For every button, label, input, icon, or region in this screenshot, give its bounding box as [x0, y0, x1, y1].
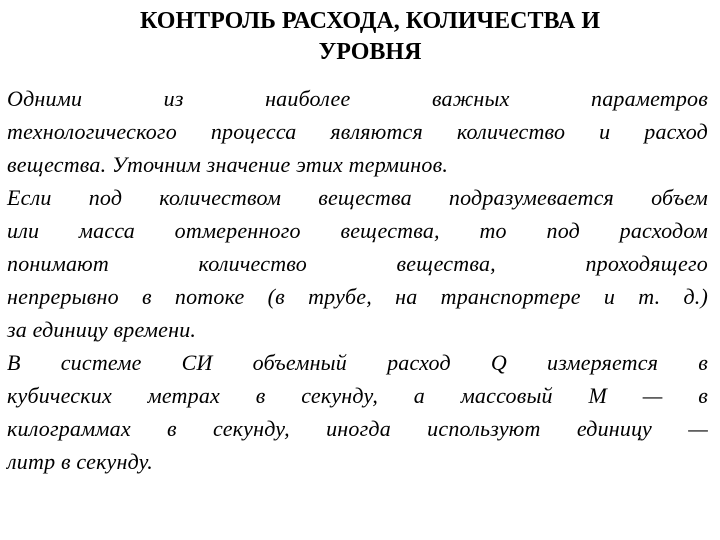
text-line: килограммах в секунду, иногда используют единицу — [7, 416, 708, 441]
slide-title [60, 6, 680, 68]
text-line: или масса отмеренного вещества, то под расходом [7, 218, 708, 243]
text-line: технологического процесса являются количество и расход [7, 119, 708, 144]
text-line: непрерывно в потоке (в трубе, на транспортере и т. д.) [7, 284, 708, 309]
text-line: кубических метрах в секунду, а массовый М — в [7, 383, 708, 408]
slide-body [7, 82, 708, 478]
text-line: Если под количеством вещества подразумевается объем [7, 185, 708, 210]
paragraph-quantity-vs-flow [7, 181, 708, 346]
text-line: вещества. Уточним значение этих терминов. [7, 152, 449, 177]
text-line: понимают количество вещества, проходящего [7, 251, 708, 276]
text-line: Одними из наиболее важных параметров [7, 86, 708, 111]
slide-title-line-1: КОНТРОЛЬ РАСХОДА, КОЛИЧЕСТВА И [139, 8, 601, 34]
paragraph-definitions-intro [7, 82, 708, 181]
slide-title-line-2: УРОВНЯ [318, 39, 422, 65]
paragraph-si-units [7, 346, 708, 478]
text-line: за единицу времени. [7, 317, 197, 342]
text-line: В системе СИ объемный расход Q измеряется в [7, 350, 708, 375]
text-line: литр в секунду. [7, 449, 153, 474]
